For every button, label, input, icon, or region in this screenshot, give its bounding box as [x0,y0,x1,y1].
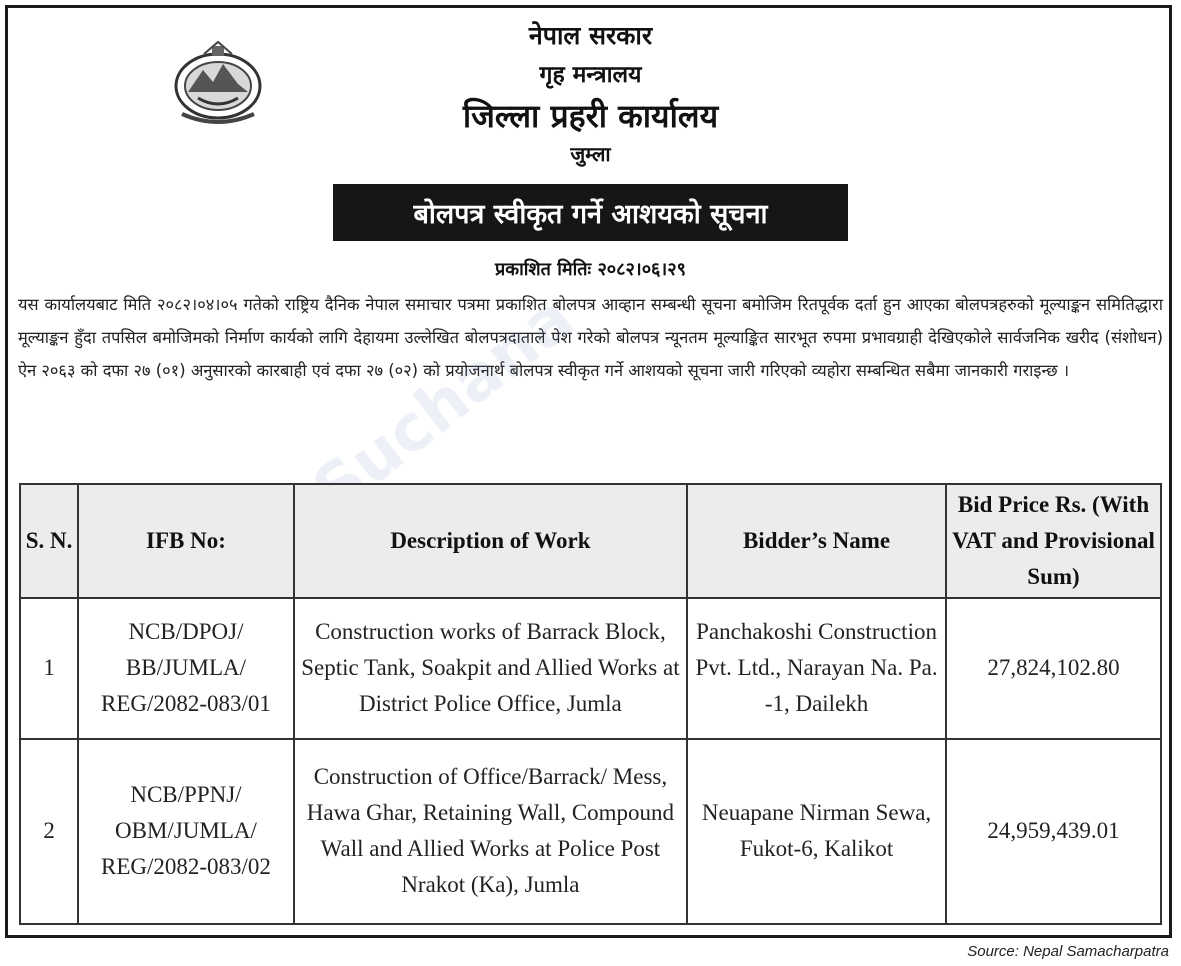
cell-sn: 2 [20,739,78,924]
office-title: जिल्ला प्रहरी कार्यालय [462,97,719,135]
ministry-title: गृह मन्त्रालय [539,62,642,88]
cell-ifb: NCB/DPOJ/ BB/JUMLA/ REG/2082-083/01 [78,598,294,739]
cell-price: 24,959,439.01 [946,739,1161,924]
cell-description: Construction of Office/Barrack/ Mess, Hawa Ghar, Retaining Wall, Compound Wall and Allied Works at Police Post Nrakot (Ka), Jumla [294,739,687,924]
cell-description: Construction works of Barrack Block, Septic Tank, Soakpit and Allied Works at District Police Office, Jumla [294,598,687,739]
district-title: जुम्ला [570,142,611,166]
table-row [20,739,1161,924]
source-credit: Source: Nepal Samacharpatra [967,943,1169,960]
govt-title: नेपाल सरकार [528,21,653,50]
notice-title: बोलपत्र स्वीकृत गर्ने आशयको सूचना [413,199,768,230]
header-sn: S. N. [20,484,78,598]
cell-price: 27,824,102.80 [946,598,1161,739]
cell-sn: 1 [20,598,78,739]
header-price: Bid Price Rs. (With VAT and Provisional Sum) [946,484,1161,598]
cell-ifb: NCB/PPNJ/ OBM/JUMLA/ REG/2082-083/02 [78,739,294,924]
watermark: Suchana [300,280,588,529]
notice-title-banner [333,184,848,241]
bid-table [19,483,1162,925]
table-header-row [20,484,1161,598]
header-description: Description of Work [294,484,687,598]
cell-bidder: Panchakoshi Construction Pvt. Ltd., Narayan Na. Pa. -1, Dailekh [687,598,946,739]
header-ifb: IFB No: [78,484,294,598]
published-date: प्रकाशित मितिः २०८२।०६।२९ [495,259,686,280]
table-row [20,598,1161,739]
notice-body: यस कार्यालयबाट मिति २०८२।०४।०५ गतेको राष्ट्रिय दैनिक नेपाल समाचार पत्रमा प्रकाशित बोलपत्र आव्हान सम्बन्धी सूचना बमोजिम रितपूर्वक दर्ता हुन आएका बोलपत्रहरुको मूल्याङ्कन समितिद्धारा मूल्याङ्कन हुँदा तपसिल बमोजिमको निर्माण कार्यको लागि देहायमा उल्लेखित बोलपत्रदाताले पेश गरेको बोलपत्र न्यूनतम मूल्याङ्कित सारभूत रुपमा प्रभावग्राही देखिएकोले सार्वजनिक खरीद (संशोधन) ऐन २०६३ को दफा २७ (०१) अनुसारको कारबाही एवं दफा २७ (०२) को प्रयोजनार्थ बोलपत्र स्वीकृत गर्ने आशयको सूचना जारी गरिएको व्यहोरा सम्बन्धित सबैमा जानकारी गराइन्छ । [18,295,1163,380]
cell-bidder: Neuapane Nirman Sewa, Fukot-6, Kalikot [687,739,946,924]
header-bidder: Bidder’s Name [687,484,946,598]
